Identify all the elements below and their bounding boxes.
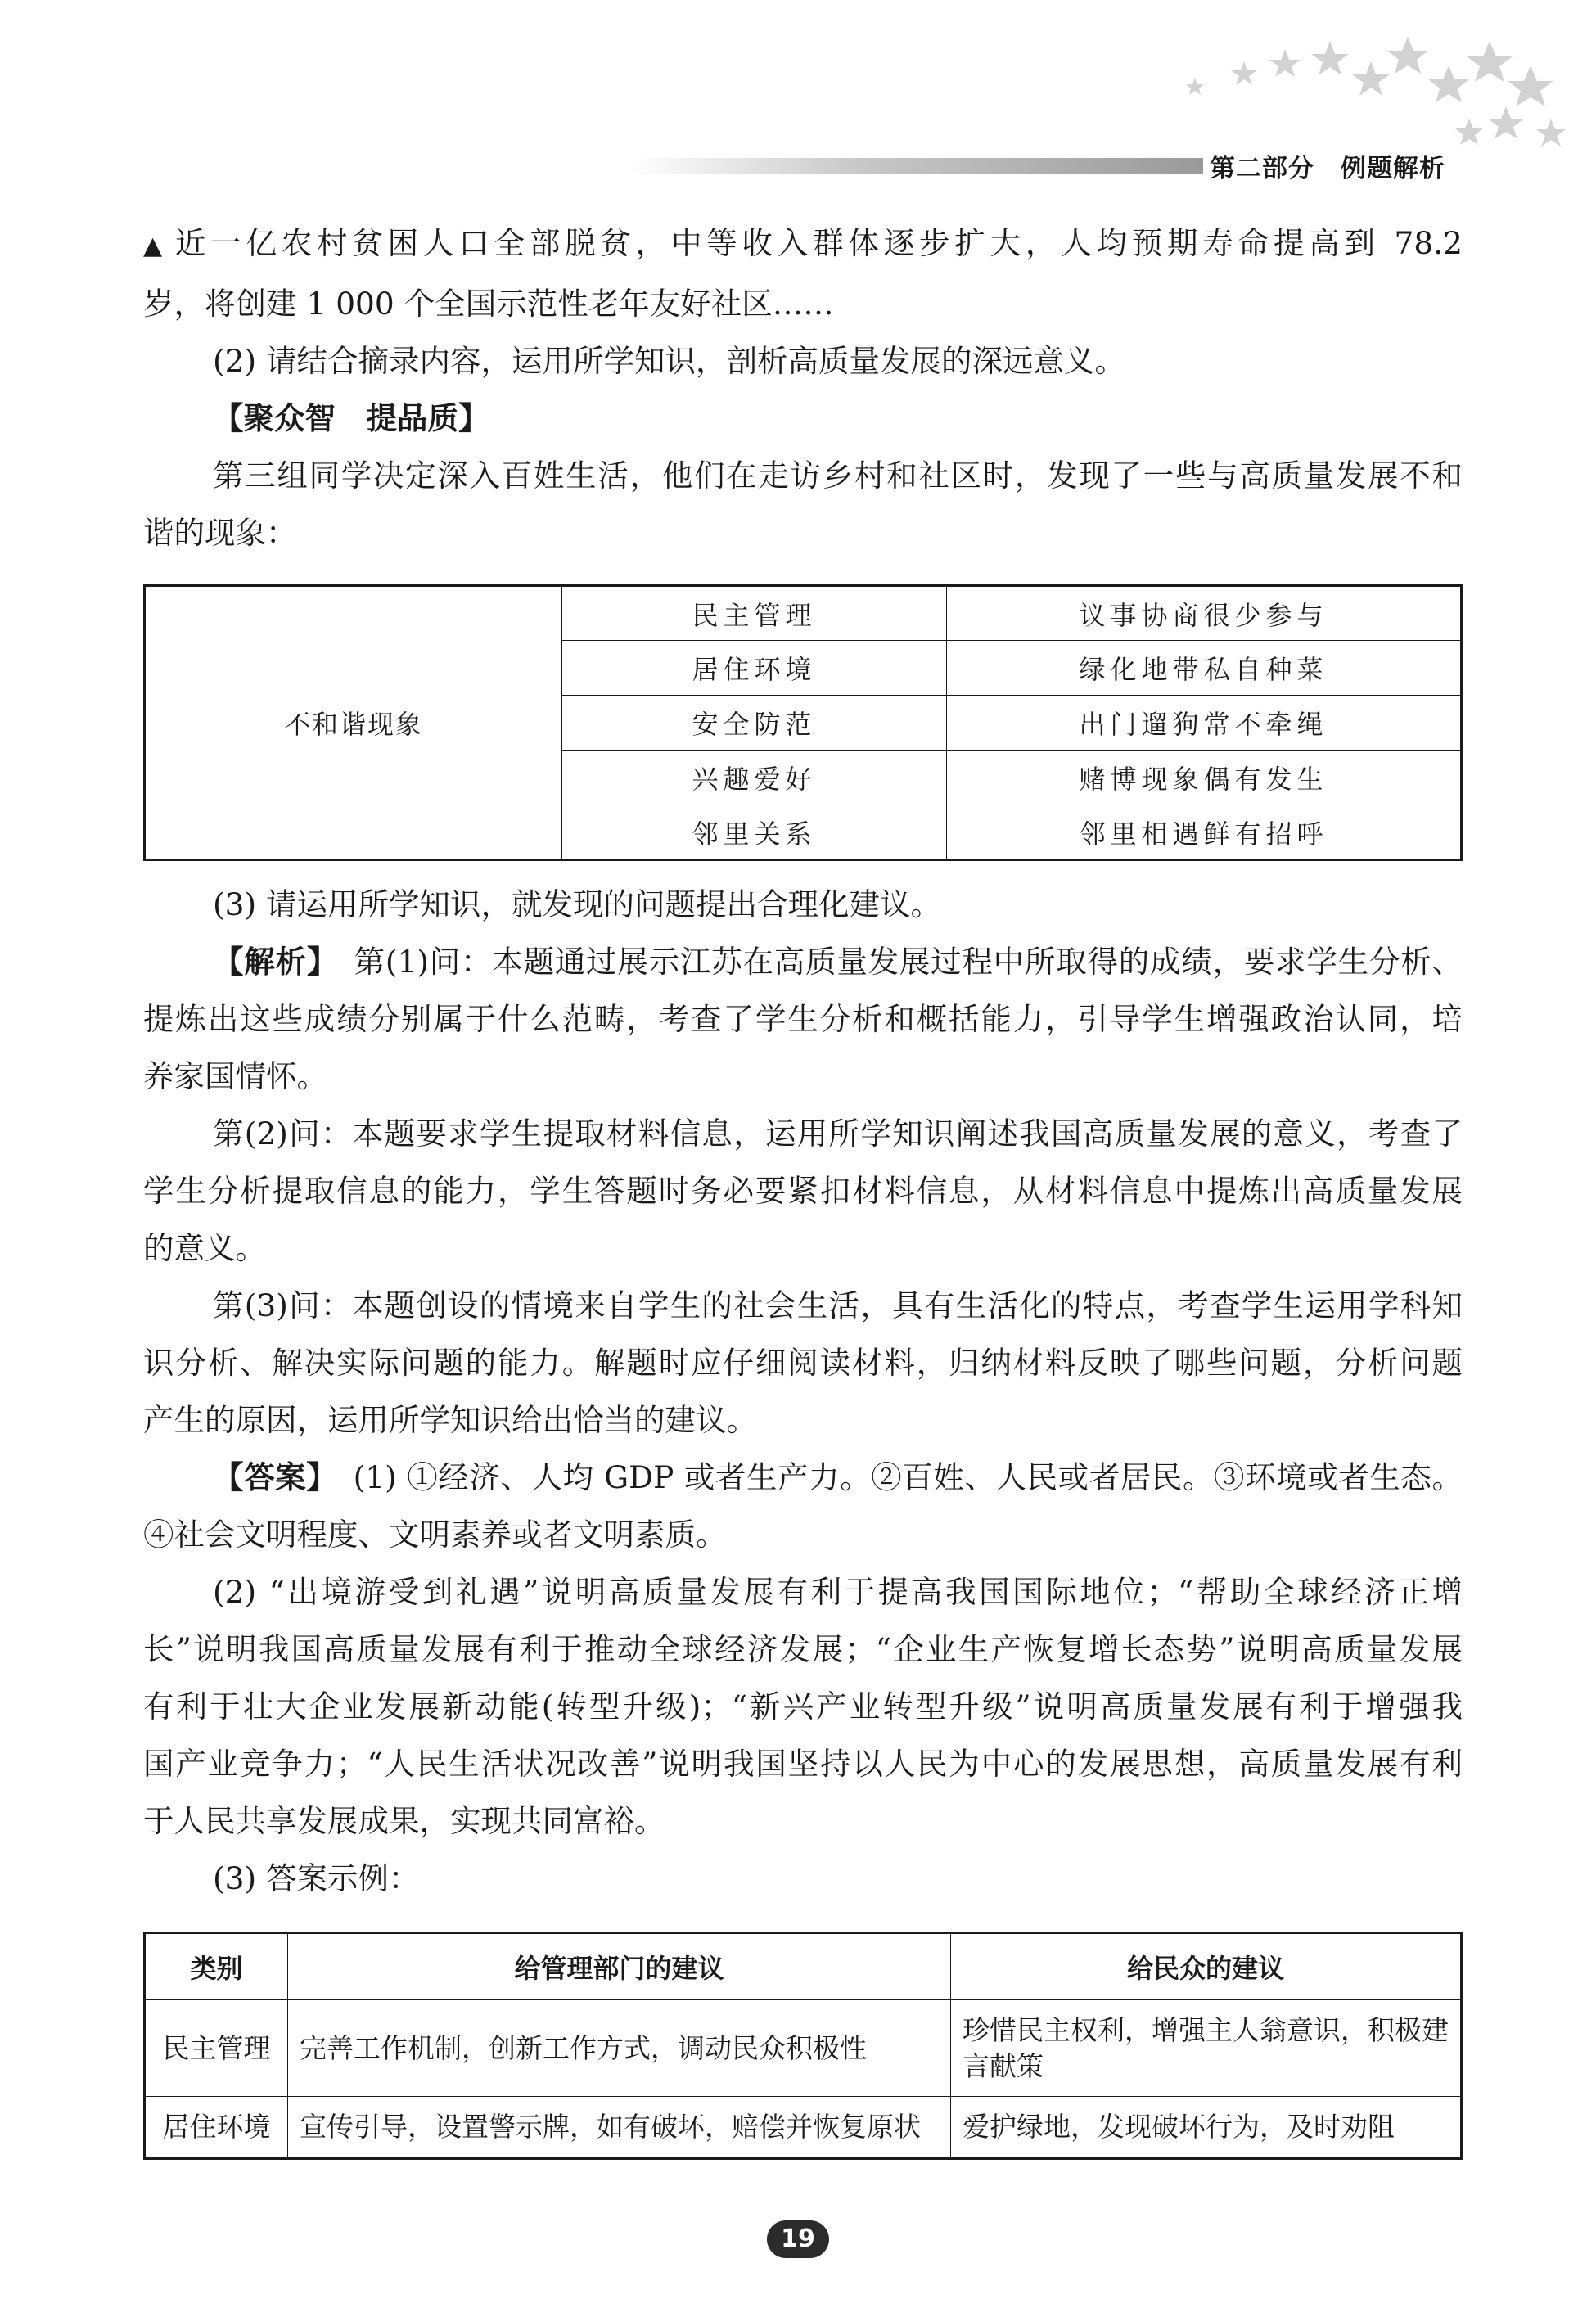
table-row (145, 586, 1462, 641)
answer-line: (2) “出境游受到礼遇”说明高质量发展有利于提高我国国际地位；“帮助全球经济正增 (213, 1574, 1463, 1610)
category-cell: 安全防范 (562, 696, 947, 751)
management-suggestion-cell: 宣传引导，设置警示牌，如有破坏，赔偿并恢复原状 (288, 2097, 951, 2159)
category-cell: 居住环境 (562, 641, 947, 696)
answer-line: (3) 答案示例： (213, 1860, 420, 1896)
excerpt-line: 岁，将创建 1 000 个全国示范性老年友好社区…… (143, 286, 834, 322)
public-suggestion-cell: 珍惜民主权利，增强主人翁意识，积极建言献策 (951, 2000, 1462, 2097)
suggestion-table (143, 1932, 1463, 2160)
management-suggestion-cell: 完善工作机制，创新工作方式，调动民众积极性 (288, 2000, 951, 2097)
analysis-line: 养家国情怀。 (143, 1058, 327, 1094)
phenomenon-cell: 邻里相遇鲜有招呼 (947, 805, 1462, 860)
public-suggestion-cell: 爱护绿地，发现破坏行为，及时劝阻 (951, 2097, 1462, 2159)
analysis-line: 第(2)问：本题要求学生提取材料信息，运用所学知识阐述我国高质量发展的意义，考查了 (213, 1116, 1463, 1152)
excerpt-line: ▲ 近一亿农村贫困人口全部脱贫，中等收入群体逐步扩大，人均预期寿命提高到 78.2 (143, 214, 1463, 275)
phenomenon-cell: 绿化地带私自种菜 (947, 641, 1462, 696)
analysis-line: 产生的原因，运用所学知识给出恰当的建议。 (143, 1402, 757, 1438)
answer-line: 国产业竞争力；“人民生活状况改善”说明我国坚持以人民为中心的发展思想，高质量发展有利 (143, 1746, 1463, 1782)
page-number: 19 (767, 2220, 829, 2258)
column-header: 类别 (145, 1933, 288, 2000)
analysis-line: 识分析、解决实际问题的能力。解题时应仔细阅读材料，归纳材料反映了哪些问题，分析问题 (143, 1345, 1463, 1381)
answer-line: 于人民共享发展成果，实现共同富裕。 (143, 1803, 665, 1839)
analysis-line: 提炼出这些成绩分别属于什么范畴，考查了学生分析和概括能力，引导学生增强政治认同，培 (143, 1001, 1463, 1037)
answer-line: 有利于壮大企业发展新动能(转型升级)；“新兴产业转型升级”说明高质量发展有利于增强我 (143, 1688, 1463, 1724)
phenomenon-cell: 出门遛狗常不牵绳 (947, 696, 1462, 751)
phenomena-table (143, 584, 1463, 861)
category-cell: 邻里关系 (562, 805, 947, 860)
answer-line: ④社会文明程度、文明素养或者文明素质。 (143, 1517, 727, 1553)
category-cell: 民主管理 (145, 2000, 288, 2097)
table-row (145, 2097, 1462, 2159)
table-header-row (145, 1933, 1462, 2000)
answer-line: 长”说明我国高质量发展有利于推动全球经济发展；“企业生产恢复增长态势”说明高质量发展 (143, 1631, 1463, 1667)
answer-tag: 【答案】 (213, 1459, 322, 1495)
table-row (145, 2000, 1462, 2097)
triangle-bullet-icon: ▲ (143, 232, 163, 260)
category-cell: 民主管理 (562, 586, 947, 641)
column-header: 给管理部门的建议 (288, 1933, 951, 2000)
analysis-line: 【解析】 第(1)问：本题通过展示江苏在高质量发展过程中所取得的成绩，要求学生分析、 (213, 944, 1463, 980)
category-cell: 兴趣爱好 (562, 751, 947, 805)
column-header: 给民众的建议 (951, 1933, 1462, 2000)
phenomenon-cell: 赌博现象偶有发生 (947, 751, 1462, 805)
page-content (143, 214, 1463, 2160)
question-2: (2) 请结合摘录内容，运用所学知识，剖析高质量发展的深远意义。 (213, 343, 1126, 379)
question-3: (3) 请运用所学知识，就发现的问题提出合理化建议。 (213, 886, 942, 922)
header-divider-bar (630, 158, 1203, 174)
intro-line: 第三组同学决定深入百姓生活，他们在走访乡村和社区时，发现了一些与高质量发展不和 (213, 458, 1463, 494)
analysis-tag: 【解析】 (213, 944, 323, 980)
category-cell: 居住环境 (145, 2097, 288, 2159)
intro-line: 谐的现象： (143, 515, 297, 551)
analysis-line: 的意义。 (143, 1230, 266, 1266)
section-label: 第二部分 例题解析 (1210, 154, 1445, 183)
row-header: 不和谐现象 (145, 586, 562, 860)
analysis-line: 第(3)问：本题创设的情境来自学生的社会生活，具有生活化的特点，考查学生运用学科知 (213, 1287, 1463, 1323)
phenomenon-cell: 议事协商很少参与 (947, 586, 1462, 641)
answer-line: 【答案】 (1) ①经济、人均 GDP 或者生产力。②百姓、人民或者居民。③环境或者生态。 (213, 1459, 1463, 1495)
analysis-line: 学生分析提取信息的能力，学生答题时务必要紧扣材料信息，从材料信息中提炼出高质量发展 (143, 1173, 1463, 1209)
section-heading: 【聚众智 提品质】 (213, 400, 489, 436)
